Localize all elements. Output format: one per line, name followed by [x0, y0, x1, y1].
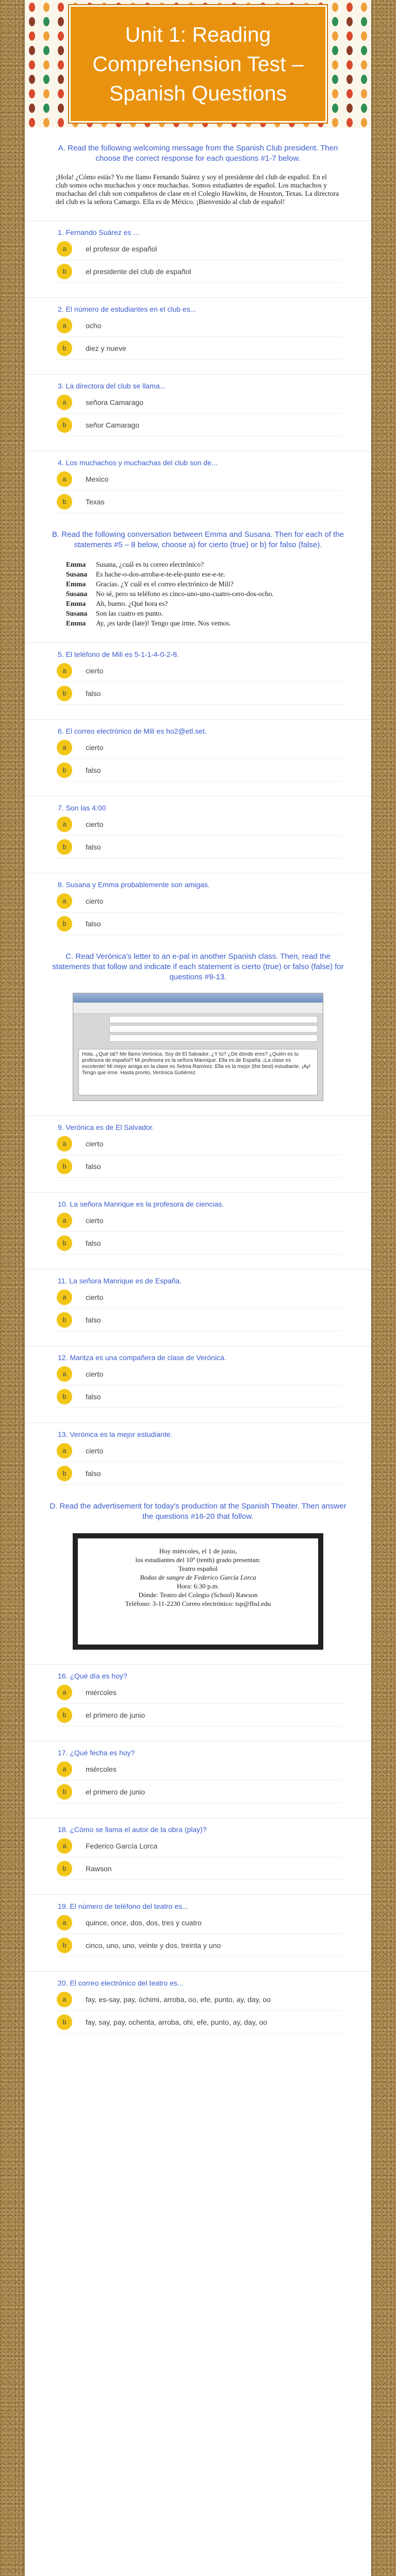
option-text: diez y nueve [86, 344, 126, 352]
option-text: falso [86, 1469, 101, 1478]
question-11 [25, 1269, 371, 1331]
answer-option-b[interactable] [54, 1155, 342, 1178]
answer-option-a[interactable] [54, 1911, 342, 1934]
dialog-line [66, 569, 330, 579]
question-5 [25, 642, 371, 705]
answer-option-b[interactable] [54, 490, 342, 513]
answer-option-b[interactable] [54, 1309, 342, 1331]
speaker: Susana [66, 570, 88, 578]
answer-option-b[interactable] [54, 759, 342, 782]
option-letter-a[interactable]: a [57, 241, 72, 257]
option-text: quince, once, dos, dos, tres y cuatro [86, 1918, 202, 1927]
speaker: Emma [66, 600, 86, 607]
option-letter-b[interactable]: b [57, 686, 72, 701]
question-prompt: 5. El teléfono de Mili es 5-1-1-4-0-2-8. [25, 642, 371, 659]
option-letter-b[interactable]: b [57, 1235, 72, 1251]
answer-option-a[interactable] [54, 890, 342, 912]
question-8 [25, 873, 371, 935]
question-prompt: 9. Verónica es de El Salvador. [25, 1115, 371, 1132]
question-prompt: 7. Son las 4:00 [25, 796, 371, 813]
option-letter-b[interactable]: b [57, 264, 72, 279]
option-text: miércoles [86, 1688, 117, 1697]
option-text: cinco, uno, uno, veinte y dos, treinta y uno [86, 1941, 221, 1950]
option-letter-a[interactable]: a [57, 1213, 72, 1228]
question-7 [25, 796, 371, 858]
email-to-field [109, 1016, 318, 1023]
option-text: el presidente del club de español [86, 267, 191, 276]
question-20 [25, 1971, 371, 2033]
option-text: falso [86, 1162, 101, 1171]
option-text: señora Camarago [86, 398, 144, 406]
speaker: Emma [66, 580, 86, 588]
question-prompt: 6. El correo electrónico de Mili es ho2@etl.set. [25, 719, 371, 736]
email-toolbar [73, 1003, 323, 1014]
answer-option-a[interactable] [54, 1835, 342, 1857]
dialog-line [66, 579, 330, 589]
speech: Gracias. ¿Y cuál es el correo electrónico de Mili? [96, 580, 234, 588]
option-letter-b[interactable]: b [57, 1938, 72, 1953]
ad-line: Hoy miércoles, el 1 de junio, [159, 1547, 237, 1555]
option-text: fay, es-say, pay, óchimi, arroba, oo, efe, punto, ay, day, oo [86, 1995, 271, 2004]
option-text: Federico García Lorca [86, 1841, 158, 1850]
question-prompt: 8. Susana y Emma probablemente son amigas. [25, 873, 371, 890]
questions-c [25, 1115, 371, 1485]
questions-b [25, 642, 371, 935]
question-19 [25, 1894, 371, 1957]
option-letter-a[interactable]: a [57, 817, 72, 832]
question-9 [25, 1115, 371, 1178]
question-prompt: 10. La señora Manrique es la profesora de ciencias. [25, 1192, 371, 1209]
answer-option-a[interactable] [54, 736, 342, 759]
question-10 [25, 1192, 371, 1255]
option-letter-b[interactable]: b [57, 494, 72, 510]
answer-option-a[interactable] [54, 1363, 342, 1385]
speech: Ah, bueno. ¿Qué hora es? [96, 600, 168, 607]
conversation [25, 560, 371, 628]
email-screenshot [73, 993, 323, 1101]
email-subject-field [109, 1035, 318, 1042]
option-letter-b[interactable]: b [57, 1784, 72, 1800]
question-prompt: 16. ¿Qué día es hoy? [25, 1664, 371, 1681]
option-letter-b[interactable]: b [57, 341, 72, 356]
option-letter-b[interactable]: b [57, 2014, 72, 2030]
answer-option-a[interactable] [54, 813, 342, 836]
answer-option-a[interactable] [54, 1758, 342, 1781]
option-text: Texas [86, 497, 105, 506]
question-16 [25, 1664, 371, 1726]
answer-option-a[interactable] [54, 1681, 342, 1704]
option-letter-b[interactable]: b [57, 916, 72, 931]
answer-option-b[interactable] [54, 1385, 342, 1408]
question-1 [25, 221, 371, 283]
option-text: cierto [86, 743, 104, 752]
dialog-line [66, 608, 330, 618]
option-text: falso [86, 689, 101, 698]
speech: No sé, pero su teléfono es cinco-uno-uno-cuatro-cero-dos-ocho. [96, 590, 274, 598]
option-text: falso [86, 919, 101, 928]
email-cc-field [109, 1025, 318, 1032]
theater-advertisement [73, 1533, 323, 1650]
section-d-instructions: D. Read the advertisement for today's production at the Spanish Theater. Then answer the questions #16-20 that follow. [50, 1502, 346, 1521]
answer-option-b[interactable] [54, 260, 342, 283]
question-3 [25, 374, 371, 436]
email-titlebar [73, 993, 323, 1003]
speech: Es hache-o-dos-arroba-e-te-ele-punto ese-e-te. [96, 570, 225, 578]
option-letter-a[interactable]: a [57, 1366, 72, 1382]
speaker: Susana [66, 609, 88, 617]
question-prompt: 17. ¿Qué fecha es hoy? [25, 1741, 371, 1758]
option-text: cierto [86, 1216, 104, 1225]
ad-line: Teatro español [178, 1565, 218, 1572]
answer-option-b[interactable] [54, 2011, 342, 2033]
answer-option-a[interactable] [54, 238, 342, 260]
ad-line: Dónde: Teatro del Colegio (School) Rawson [138, 1591, 258, 1599]
title-box [69, 5, 327, 123]
quiz-page [25, 0, 371, 2576]
option-letter-b[interactable]: b [57, 1159, 72, 1174]
speaker: Emma [66, 619, 86, 627]
option-text: falso [86, 1239, 101, 1247]
option-letter-b[interactable]: b [57, 762, 72, 778]
option-text: fay, say, pay, ochenta, arroba, ohi, efe, punto, ay, day, oo [86, 2018, 268, 2026]
dialog-line [66, 589, 330, 599]
question-prompt: 20. El correo electrónico del teatro es... [25, 1971, 371, 1988]
answer-option-b[interactable] [54, 912, 342, 935]
option-letter-a[interactable]: a [57, 1992, 72, 2007]
question-prompt: 12. Maritza es una compañera de clase de Verónica. [25, 1346, 371, 1363]
option-letter-a[interactable]: a [57, 395, 72, 410]
answer-option-b[interactable] [54, 836, 342, 858]
option-text: falso [86, 1392, 101, 1401]
option-letter-b[interactable]: b [57, 1861, 72, 1876]
question-6 [25, 719, 371, 782]
page-title: Unit 1: Reading Comprehension Test – Spanish Questions [92, 22, 304, 105]
dialog-line [66, 618, 330, 628]
email-body: Hola, ¿Qué tal? Me llamo Verónica. Soy de El Salvador, ¿Y tú? ¿De dónde eres? ¿Quién es tu profesora de español? Mi profesora es la señora Manrique. Ella es de España. ¡La clase es excelente! Mi mejor amiga en la clase es Selma Ramírez. Ella es la mejor (the best) estudiante. ¡Ay! Tengo que irme. Hasta pronto, Verónica Gutiérrez [78, 1049, 318, 1095]
option-letter-a[interactable]: a [57, 893, 72, 909]
option-letter-a[interactable]: a [57, 1838, 72, 1854]
answer-option-a[interactable] [54, 468, 342, 490]
question-18 [25, 1818, 371, 1880]
option-text: el profesor de español [86, 244, 157, 253]
answer-option-a[interactable] [54, 659, 342, 682]
question-prompt: 2. El número de estudiantes en el club es... [25, 297, 371, 314]
section-a-instructions: A. Read the following welcoming message from the Spanish Club president. Then choose the correct response for each questions #1-7 below. [58, 144, 338, 163]
question-prompt: 4. Los muchachos y muchachas del club son de... [25, 451, 371, 468]
option-letter-a[interactable]: a [57, 1443, 72, 1459]
option-text: Rawson [86, 1864, 112, 1873]
option-text: falso [86, 1315, 101, 1324]
answer-option-b[interactable] [54, 1462, 342, 1485]
option-text: cierto [86, 1369, 104, 1378]
question-4 [25, 451, 371, 513]
ad-line: Teléfono: 3-11-2230 Correo electrónico: tsp@fhsl.edu [125, 1600, 271, 1607]
option-text: Mexico [86, 474, 109, 483]
ad-line: Bodas de sangre de Federico García Lorca [140, 1573, 256, 1581]
section-a-passage: ¡Hola! ¿Cómo estás? Yo me llamo Fernando Suárez y soy el presidente del club de español. En el club somos ocho muchachos y once muchachas. Somos estudiantes de español. Los muchachos y muchachas del club son compañeros de clase en el Colegio Hawkins, de Houston, Texas. La directora del club es la señora Camargo. Ella es de México. ¡Bienvenido al club de español! [56, 173, 339, 206]
option-letter-a[interactable]: a [57, 1685, 72, 1700]
speech: Susana, ¿cuál es tu correo electrónico? [96, 561, 204, 568]
question-prompt: 3. La directora del club se llama... [25, 374, 371, 391]
option-text: ocho [86, 321, 102, 330]
option-letter-a[interactable]: a [57, 1915, 72, 1930]
speech: Son las cuatro en punto. [96, 609, 163, 617]
answer-option-a[interactable] [54, 1988, 342, 2011]
questions-a [25, 221, 371, 513]
option-letter-b[interactable]: b [57, 1466, 72, 1481]
option-text: cierto [86, 820, 104, 828]
option-text: cierto [86, 896, 104, 905]
answer-option-b[interactable] [54, 1232, 342, 1255]
question-prompt: 19. El número de teléfono del teatro es... [25, 1894, 371, 1911]
answer-option-b[interactable] [54, 1704, 342, 1726]
answer-option-a[interactable] [54, 1286, 342, 1309]
answer-option-b[interactable] [54, 1781, 342, 1803]
ad-line: los estudiantes del 10º (tenth) grado presentan: [135, 1556, 261, 1564]
answer-option-b[interactable] [54, 682, 342, 705]
question-prompt: 18. ¿Cómo se llama el autor de la obra (play)? [25, 1818, 371, 1835]
answer-option-b[interactable] [54, 337, 342, 360]
option-letter-a[interactable]: a [57, 318, 72, 333]
speech: Ay, ¡es tarde (late)! Tengo que irme. Nos vemos. [96, 619, 231, 627]
section-b-instructions: B. Read the following conversation between Emma and Susana. Then for each of the statements #5 – 8 below, choose a) for cierto (true) or b) for falso (false). [52, 530, 344, 549]
answer-option-a[interactable] [54, 314, 342, 337]
answer-option-a[interactable] [54, 1439, 342, 1462]
option-letter-a[interactable]: a [57, 1136, 72, 1151]
speaker: Emma [66, 561, 86, 568]
option-letter-b[interactable]: b [57, 1312, 72, 1328]
option-letter-b[interactable]: b [57, 1389, 72, 1404]
answer-option-a[interactable] [54, 1132, 342, 1155]
question-13 [25, 1422, 371, 1485]
question-prompt: 11. La señora Manrique es de España. [25, 1269, 371, 1286]
answer-option-b[interactable] [54, 1934, 342, 1957]
option-letter-a[interactable]: a [57, 1290, 72, 1305]
option-letter-a[interactable]: a [57, 663, 72, 679]
option-text: el primero de junio [86, 1710, 145, 1719]
option-text: falso [86, 766, 101, 774]
option-text: cierto [86, 1139, 104, 1148]
option-text: falso [86, 842, 101, 851]
option-text: cierto [86, 1293, 104, 1301]
option-text: cierto [86, 666, 104, 675]
dialog-line [66, 599, 330, 608]
ad-line: Hora: 6:30 p.m. [176, 1582, 220, 1590]
option-text: cierto [86, 1446, 104, 1455]
question-12 [25, 1346, 371, 1408]
answer-option-a[interactable] [54, 1209, 342, 1232]
questions-d [25, 1664, 371, 2033]
header-banner [25, 0, 371, 128]
option-letter-b[interactable]: b [57, 417, 72, 433]
question-17 [25, 1741, 371, 1803]
option-letter-a[interactable]: a [57, 740, 72, 755]
answer-option-b[interactable] [54, 1857, 342, 1880]
dialog-line [66, 560, 330, 569]
option-text: miércoles [86, 1765, 117, 1773]
question-prompt: 13. Verónica es la mejor estudiante. [25, 1422, 371, 1439]
option-text: señor Camarago [86, 420, 140, 429]
answer-option-b[interactable] [54, 414, 342, 436]
section-c-instructions: C. Read Verónica's letter to an e-pal in another Spanish class. Then, read the statements that follow and indicate if each statement is cierto (true) or falso (false) for questions #9-13. [52, 952, 344, 981]
option-letter-b[interactable]: b [57, 839, 72, 855]
option-text: el primero de junio [86, 1787, 145, 1796]
question-2 [25, 297, 371, 360]
speaker: Susana [66, 590, 88, 598]
option-letter-a[interactable]: a [57, 471, 72, 487]
option-letter-a[interactable]: a [57, 1761, 72, 1777]
question-prompt: 1. Fernando Suárez es ... [25, 221, 371, 238]
answer-option-a[interactable] [54, 391, 342, 414]
option-letter-b[interactable]: b [57, 1707, 72, 1723]
